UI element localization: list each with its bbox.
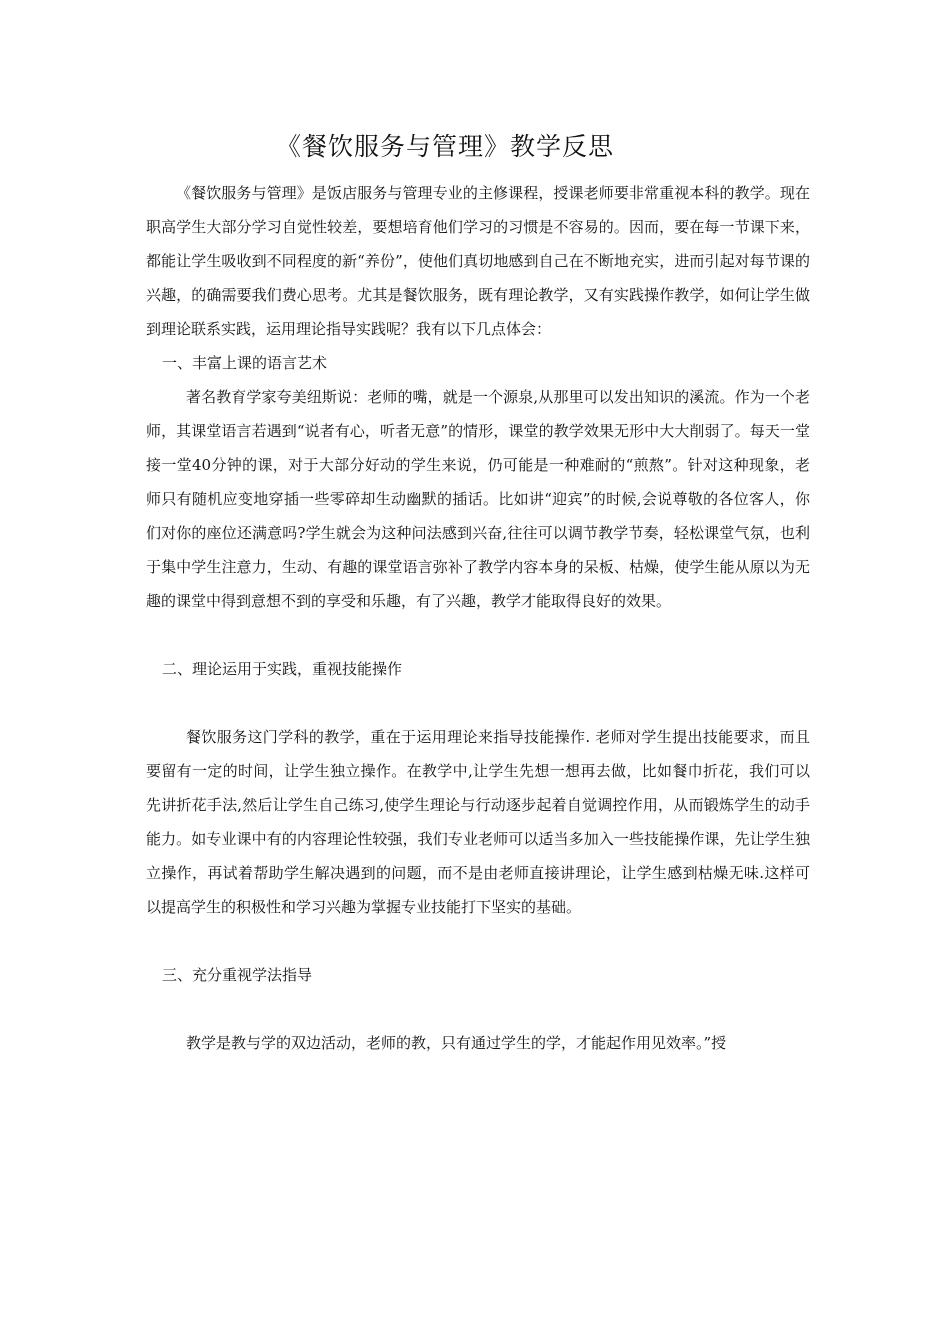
spacer [146,686,810,720]
section-3-paragraph: 教学是教与学的双边活动，老师的教，只有通过学生的学，才能起作用见效率。”授 [186,1034,727,1052]
intro-paragraph: 《餐饮服务与管理》是饭店服务与管理专业的主修课程，授课老师要非常重视本科的教学。现在职高学生大部分学习自觉性较差，要想培育他们学习的习惯是不容易的。因而，要在每一节课下来，都能让学生吸收到不同程度的新“养份”，使他们真切地感到自己在不断地充实，进而引起对每节课的兴趣，的确需要我们费心思考。尤其是餐饮服务，既有理论教学，又有实践操作教学，如何让学生做 到理论联系实践，运用理论指导实践呢？我有以下几点体会： [146,184,810,338]
spacer [146,924,810,958]
section-1-heading: 一、丰富上课的语言艺术 [162,354,328,372]
document-title: 《餐饮服务与管理》教学反思 [275,132,614,161]
section-2-paragraph: 餐饮服务这门学科的教学，重在于运用理论来指导技能操作. 老师对学生提出技能要求，而且要留有一定的时间，让学生独立操作。在教学中,让学生先想一想再去做，比如餐巾折花，我们可以先讲折花手法,然后让学生自己练习,使学生理论与行动逐步起着自觉调控作用，从而锻炼学生的动手能力。如专业课中有的内容理论性较强，我们专业老师可以适当多加入一些技能操作课，先让学生独立操作，再试着帮助学生解决遇到的问题，而不是由老师直接讲理论，让学生感到枯燥无味.这样可以提高学生的积极性和学习兴趣为掌握专业技能打下坚实的基础。 [146,728,810,916]
spacer [146,992,810,1026]
document-body [146,176,810,1060]
spacer [146,618,810,652]
section-3-heading: 三、充分重视学法指导 [162,966,313,984]
section-1-paragraph: 著名教育学家夸美纽斯说：老师的嘴，就是一个源泉,从那里可以发出知识的溪流。作为一个老师，其课堂语言若遇到“说者有心，听者无意”的情形，课堂的教学效果无形中大大削弱了。每天一堂接一堂40分钟的课，对于大部分好动的学生来说，仍可能是一种难耐的“煎熬”。针对这种现象，老师只有随机应变地穿插一些零碎却生动幽默的插话。比如讲“迎宾”的时候,会说尊敬的各位客人，你们对你的座位还满意吗?学生就会为这种问法感到兴奋,往往可以调节教学节奏，轻松课堂气氛，也利于集中学生注意力，生动、有趣的课堂语言弥补了教学内容本身的呆板、枯燥，使学生能从原以为无趣的课堂中得到意想不到的享受和乐趣，有了兴趣，教学才能取得良好的效果。 [146,388,810,610]
section-2-heading: 二、理论运用于实践，重视技能操作 [162,660,403,678]
